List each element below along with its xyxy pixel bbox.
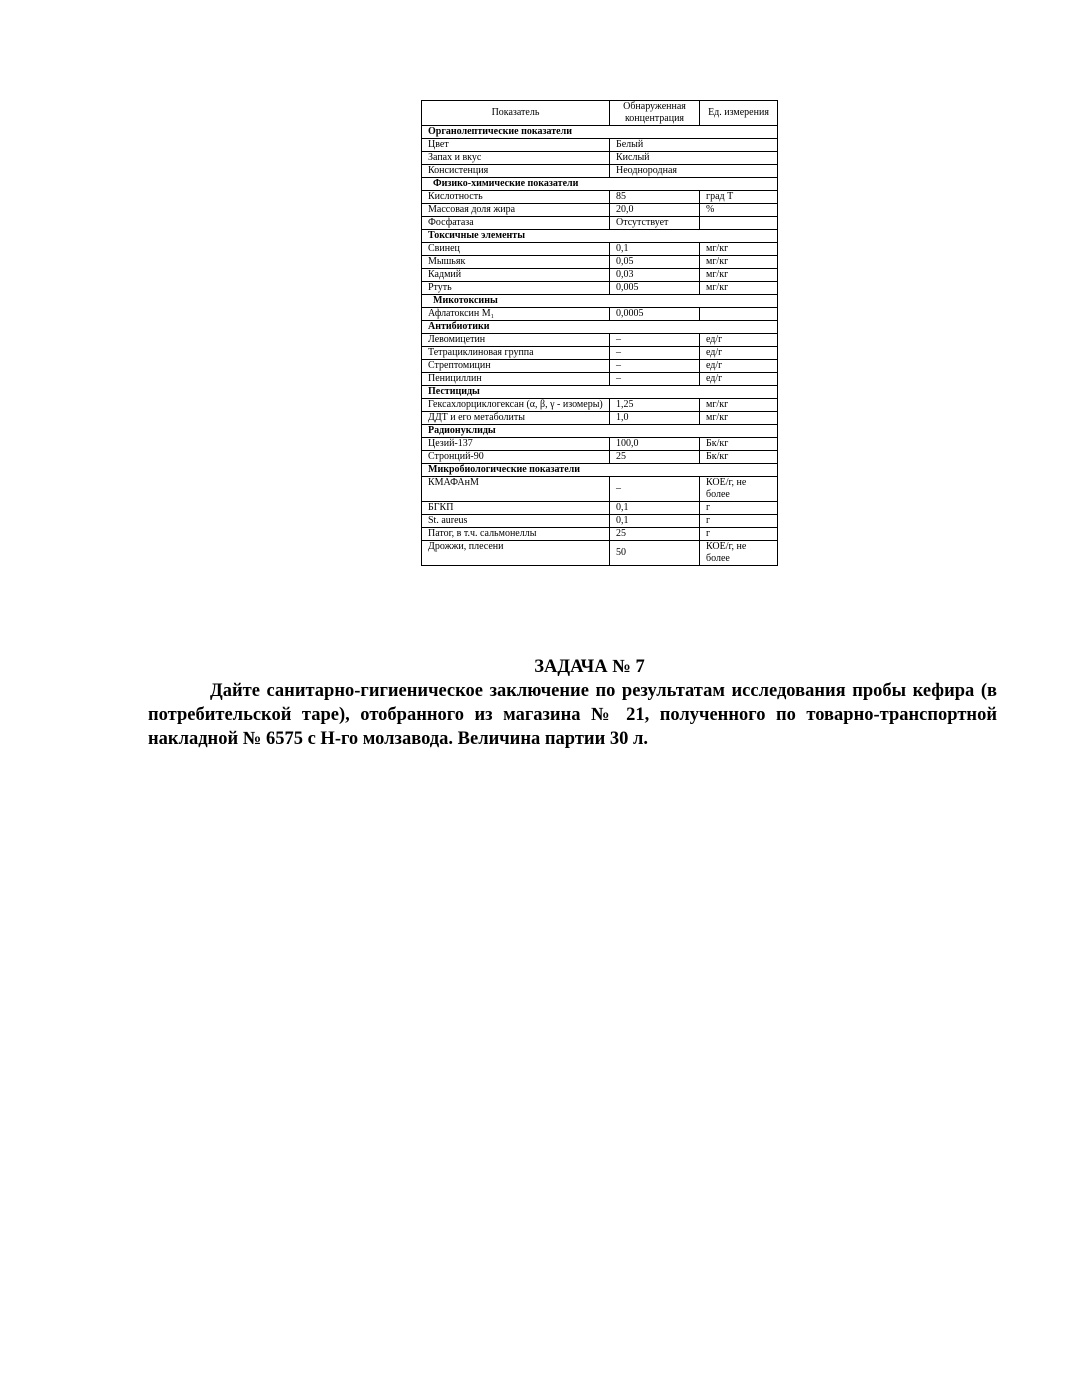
table-row bbox=[422, 256, 778, 269]
unit-cell: ед/г bbox=[700, 373, 778, 386]
indicator-cell: Массовая доля жира bbox=[422, 204, 610, 217]
indicator-cell: Тетрациклиновая группа bbox=[422, 347, 610, 360]
unit-cell: мг/кг bbox=[700, 256, 778, 269]
unit-cell: ед/г bbox=[700, 360, 778, 373]
section-title: Микробиологические показатели bbox=[422, 464, 778, 477]
table-row bbox=[422, 412, 778, 425]
indicator-cell: Свинец bbox=[422, 243, 610, 256]
table-row bbox=[422, 243, 778, 256]
concentration-cell: 0,1 bbox=[610, 243, 700, 256]
section-title: Радионуклиды bbox=[422, 425, 778, 438]
table-row bbox=[422, 477, 778, 502]
table-row bbox=[422, 438, 778, 451]
section-header-row bbox=[422, 425, 778, 438]
table-row bbox=[422, 139, 778, 152]
table-row bbox=[422, 204, 778, 217]
table-row bbox=[422, 373, 778, 386]
unit-cell: мг/кг bbox=[700, 399, 778, 412]
unit-cell: КОЕ/г, не более bbox=[700, 541, 778, 566]
concentration-cell: 1,0 bbox=[610, 412, 700, 425]
unit-cell: мг/кг bbox=[700, 282, 778, 295]
table-row bbox=[422, 308, 778, 321]
table-row bbox=[422, 217, 778, 230]
lab-results-table bbox=[421, 100, 778, 566]
indicator-cell: Дрожжи, плесени bbox=[422, 541, 610, 566]
concentration-cell: – bbox=[610, 347, 700, 360]
unit-cell bbox=[700, 217, 778, 230]
table-row bbox=[422, 347, 778, 360]
table-row bbox=[422, 152, 778, 165]
header-indicator: Показатель bbox=[422, 101, 610, 126]
concentration-cell: 0,005 bbox=[610, 282, 700, 295]
indicator-cell: Фосфатаза bbox=[422, 217, 610, 230]
unit-cell: мг/кг bbox=[700, 412, 778, 425]
header-unit: Ед. измерения bbox=[700, 101, 778, 126]
table-row bbox=[422, 191, 778, 204]
table-row bbox=[422, 451, 778, 464]
unit-cell: % bbox=[700, 204, 778, 217]
concentration-cell: 0,03 bbox=[610, 269, 700, 282]
table-row bbox=[422, 360, 778, 373]
unit-cell: г bbox=[700, 528, 778, 541]
concentration-cell: 20,0 bbox=[610, 204, 700, 217]
section-header-row bbox=[422, 464, 778, 477]
unit-cell: Бк/кг bbox=[700, 438, 778, 451]
concentration-cell: Кислый bbox=[610, 152, 778, 165]
concentration-cell: – bbox=[610, 373, 700, 386]
table-row bbox=[422, 334, 778, 347]
header-concentration: Обнаруженная концентрация bbox=[610, 101, 700, 126]
table-row bbox=[422, 165, 778, 178]
table-row bbox=[422, 515, 778, 528]
table-header-row bbox=[422, 101, 778, 126]
table-row bbox=[422, 502, 778, 515]
indicator-cell: Афлатоксин М₁ bbox=[422, 308, 610, 321]
concentration-cell: 25 bbox=[610, 451, 700, 464]
section-title: Антибиотики bbox=[422, 321, 778, 334]
unit-cell: мг/кг bbox=[700, 243, 778, 256]
indicator-cell: Пенициллин bbox=[422, 373, 610, 386]
task-block bbox=[148, 655, 997, 751]
concentration-cell: 0,1 bbox=[610, 502, 700, 515]
concentration-cell: 0,1 bbox=[610, 515, 700, 528]
concentration-cell: – bbox=[610, 334, 700, 347]
section-title: Пестициды bbox=[422, 386, 778, 399]
indicator-cell: St. aureus bbox=[422, 515, 610, 528]
task-text: Дайте санитарно-гигиеническое заключение по результатам исследования пробы кефира (в потребительской таре), отобранного из магазина № 21, полученного по товарно-транспортной накладной № 6575 с Н-го молзавода. Величина партии 30 л. bbox=[148, 681, 997, 749]
concentration-cell: 50 bbox=[610, 541, 700, 566]
section-title: Микотоксины bbox=[422, 295, 778, 308]
indicator-cell: Консистенция bbox=[422, 165, 610, 178]
concentration-cell: 0,05 bbox=[610, 256, 700, 269]
unit-cell: ед/г bbox=[700, 347, 778, 360]
table-row bbox=[422, 282, 778, 295]
section-header-row bbox=[422, 321, 778, 334]
indicator-cell: Патог, в т.ч. сальмонеллы bbox=[422, 528, 610, 541]
section-header-row bbox=[422, 178, 778, 191]
concentration-cell: 85 bbox=[610, 191, 700, 204]
unit-cell: град Т bbox=[700, 191, 778, 204]
unit-cell: КОЕ/г, не более bbox=[700, 477, 778, 502]
unit-cell: г bbox=[700, 502, 778, 515]
concentration-cell: 0,0005 bbox=[610, 308, 700, 321]
section-title: Органолептические показатели bbox=[422, 126, 778, 139]
indicator-cell: Мышьяк bbox=[422, 256, 610, 269]
indicator-cell: Кислотность bbox=[422, 191, 610, 204]
concentration-cell: 100,0 bbox=[610, 438, 700, 451]
indicator-cell: Стрептомицин bbox=[422, 360, 610, 373]
concentration-cell: Неоднородная bbox=[610, 165, 778, 178]
section-header-row bbox=[422, 126, 778, 139]
indicator-cell: Ртуть bbox=[422, 282, 610, 295]
unit-cell: мг/кг bbox=[700, 269, 778, 282]
concentration-cell: Белый bbox=[610, 139, 778, 152]
section-header-row bbox=[422, 386, 778, 399]
unit-cell bbox=[700, 308, 778, 321]
unit-cell: ед/г bbox=[700, 334, 778, 347]
table-row bbox=[422, 541, 778, 566]
section-header-row bbox=[422, 295, 778, 308]
concentration-cell: Отсутствует bbox=[610, 217, 700, 230]
table-row bbox=[422, 528, 778, 541]
table-row bbox=[422, 399, 778, 412]
concentration-cell: 1,25 bbox=[610, 399, 700, 412]
indicator-cell: Запах и вкус bbox=[422, 152, 610, 165]
section-header-row bbox=[422, 230, 778, 243]
indicator-cell: Стронций-90 bbox=[422, 451, 610, 464]
concentration-cell: 25 bbox=[610, 528, 700, 541]
indicator-cell: Цвет bbox=[422, 139, 610, 152]
indicator-cell: Левомицетин bbox=[422, 334, 610, 347]
indicator-cell: Кадмий bbox=[422, 269, 610, 282]
table-body bbox=[422, 126, 778, 566]
unit-cell: г bbox=[700, 515, 778, 528]
indicator-cell: ДДТ и его метаболиты bbox=[422, 412, 610, 425]
concentration-cell: – bbox=[610, 360, 700, 373]
indicator-cell: КМАФАнМ bbox=[422, 477, 610, 502]
section-title: Токсичные элементы bbox=[422, 230, 778, 243]
indicator-cell: БГКП bbox=[422, 502, 610, 515]
table-row bbox=[422, 269, 778, 282]
concentration-cell: – bbox=[610, 477, 700, 502]
indicator-cell: Гексахлорциклогексан (α, β, γ - изомеры) bbox=[422, 399, 610, 412]
indicator-cell: Цезий-137 bbox=[422, 438, 610, 451]
task-title: ЗАДАЧА № 7 bbox=[534, 657, 645, 677]
section-title: Физико-химические показатели bbox=[422, 178, 778, 191]
unit-cell: Бк/кг bbox=[700, 451, 778, 464]
